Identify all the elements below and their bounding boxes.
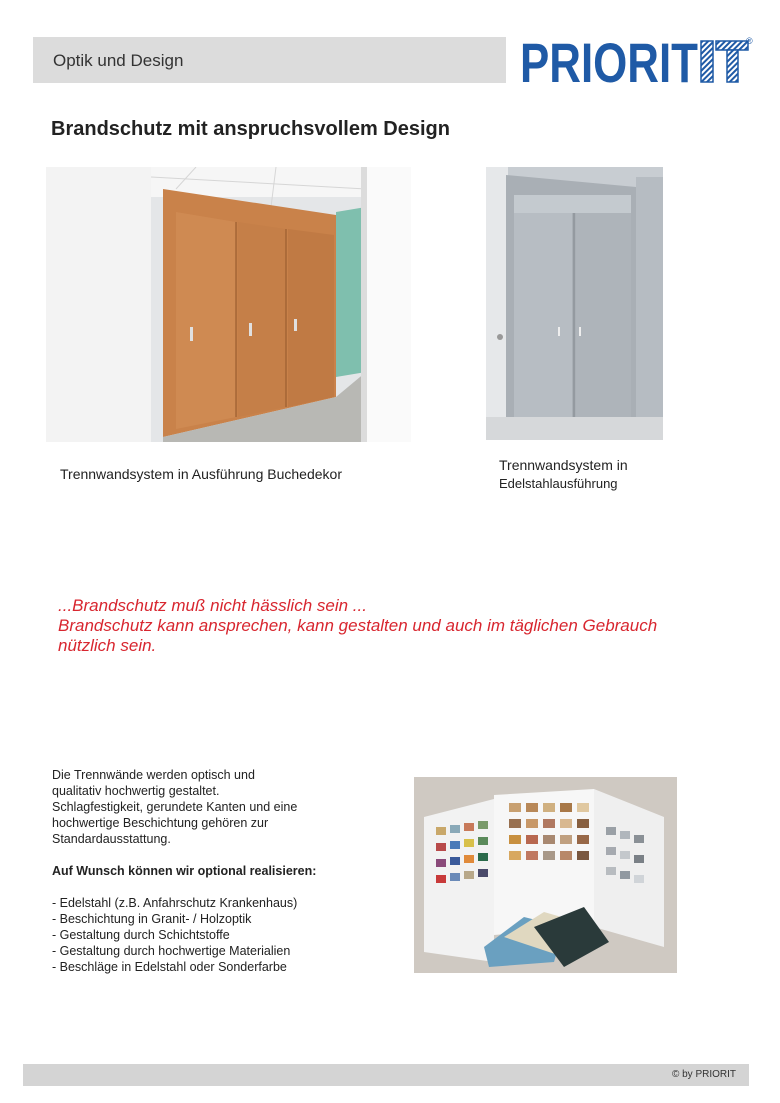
priorit-logo — [518, 32, 756, 88]
page-heading: Brandschutz mit anspruchsvollem Design — [51, 118, 450, 140]
intro-line: hochwertige Beschichtung gehören zur — [52, 816, 269, 830]
intro-line: Die Trennwände werden optisch und — [52, 768, 255, 782]
caption-steel-line1: Trennwandsystem in — [499, 457, 628, 473]
slogan-line: ...Brandschutz muß nicht hässlich sein ... — [58, 596, 367, 615]
intro-line: Schlagfestigkeit, gerundete Kanten und eine — [52, 800, 298, 814]
options-list — [52, 895, 382, 975]
color-samples-photo — [414, 777, 677, 973]
description — [52, 767, 382, 975]
options-heading: Auf Wunsch können wir optional realisieren: — [52, 864, 317, 878]
copyright: © by PRIORIT — [671, 1069, 736, 1080]
list-item: - Beschläge in Edelstahl oder Sonderfarbe — [52, 960, 287, 974]
beech-decor-photo — [46, 167, 411, 442]
footer-bar — [23, 1064, 749, 1086]
slogan-line: nützlich sein. — [58, 636, 157, 655]
list-item: - Beschichtung in Granit- / Holzoptik — [52, 912, 252, 926]
stainless-steel-photo — [486, 167, 663, 440]
slogan — [58, 596, 748, 656]
registered-mark: ® — [746, 36, 753, 46]
list-item: - Gestaltung durch hochwertige Materialien — [52, 944, 291, 958]
caption-steel-line2: Edelstahlausführung — [499, 476, 618, 491]
section-title: Optik und Design — [53, 51, 184, 70]
list-item: - Gestaltung durch Schichtstoffe — [52, 928, 230, 942]
logo-text: PRIORIT — [520, 32, 698, 88]
list-item: - Edelstahl (z.B. Anfahrschutz Krankenhaus) — [52, 896, 298, 910]
slogan-line: Brandschutz kann ansprechen, kann gestalten und auch im täglichen Gebrauch — [58, 616, 658, 635]
intro-line: qualitativ hochwertig gestaltet. — [52, 784, 220, 798]
caption-beech: Trennwandsystem in Ausführung Buchedekor — [60, 466, 342, 482]
intro-line: Standardausstattung. — [52, 832, 171, 846]
